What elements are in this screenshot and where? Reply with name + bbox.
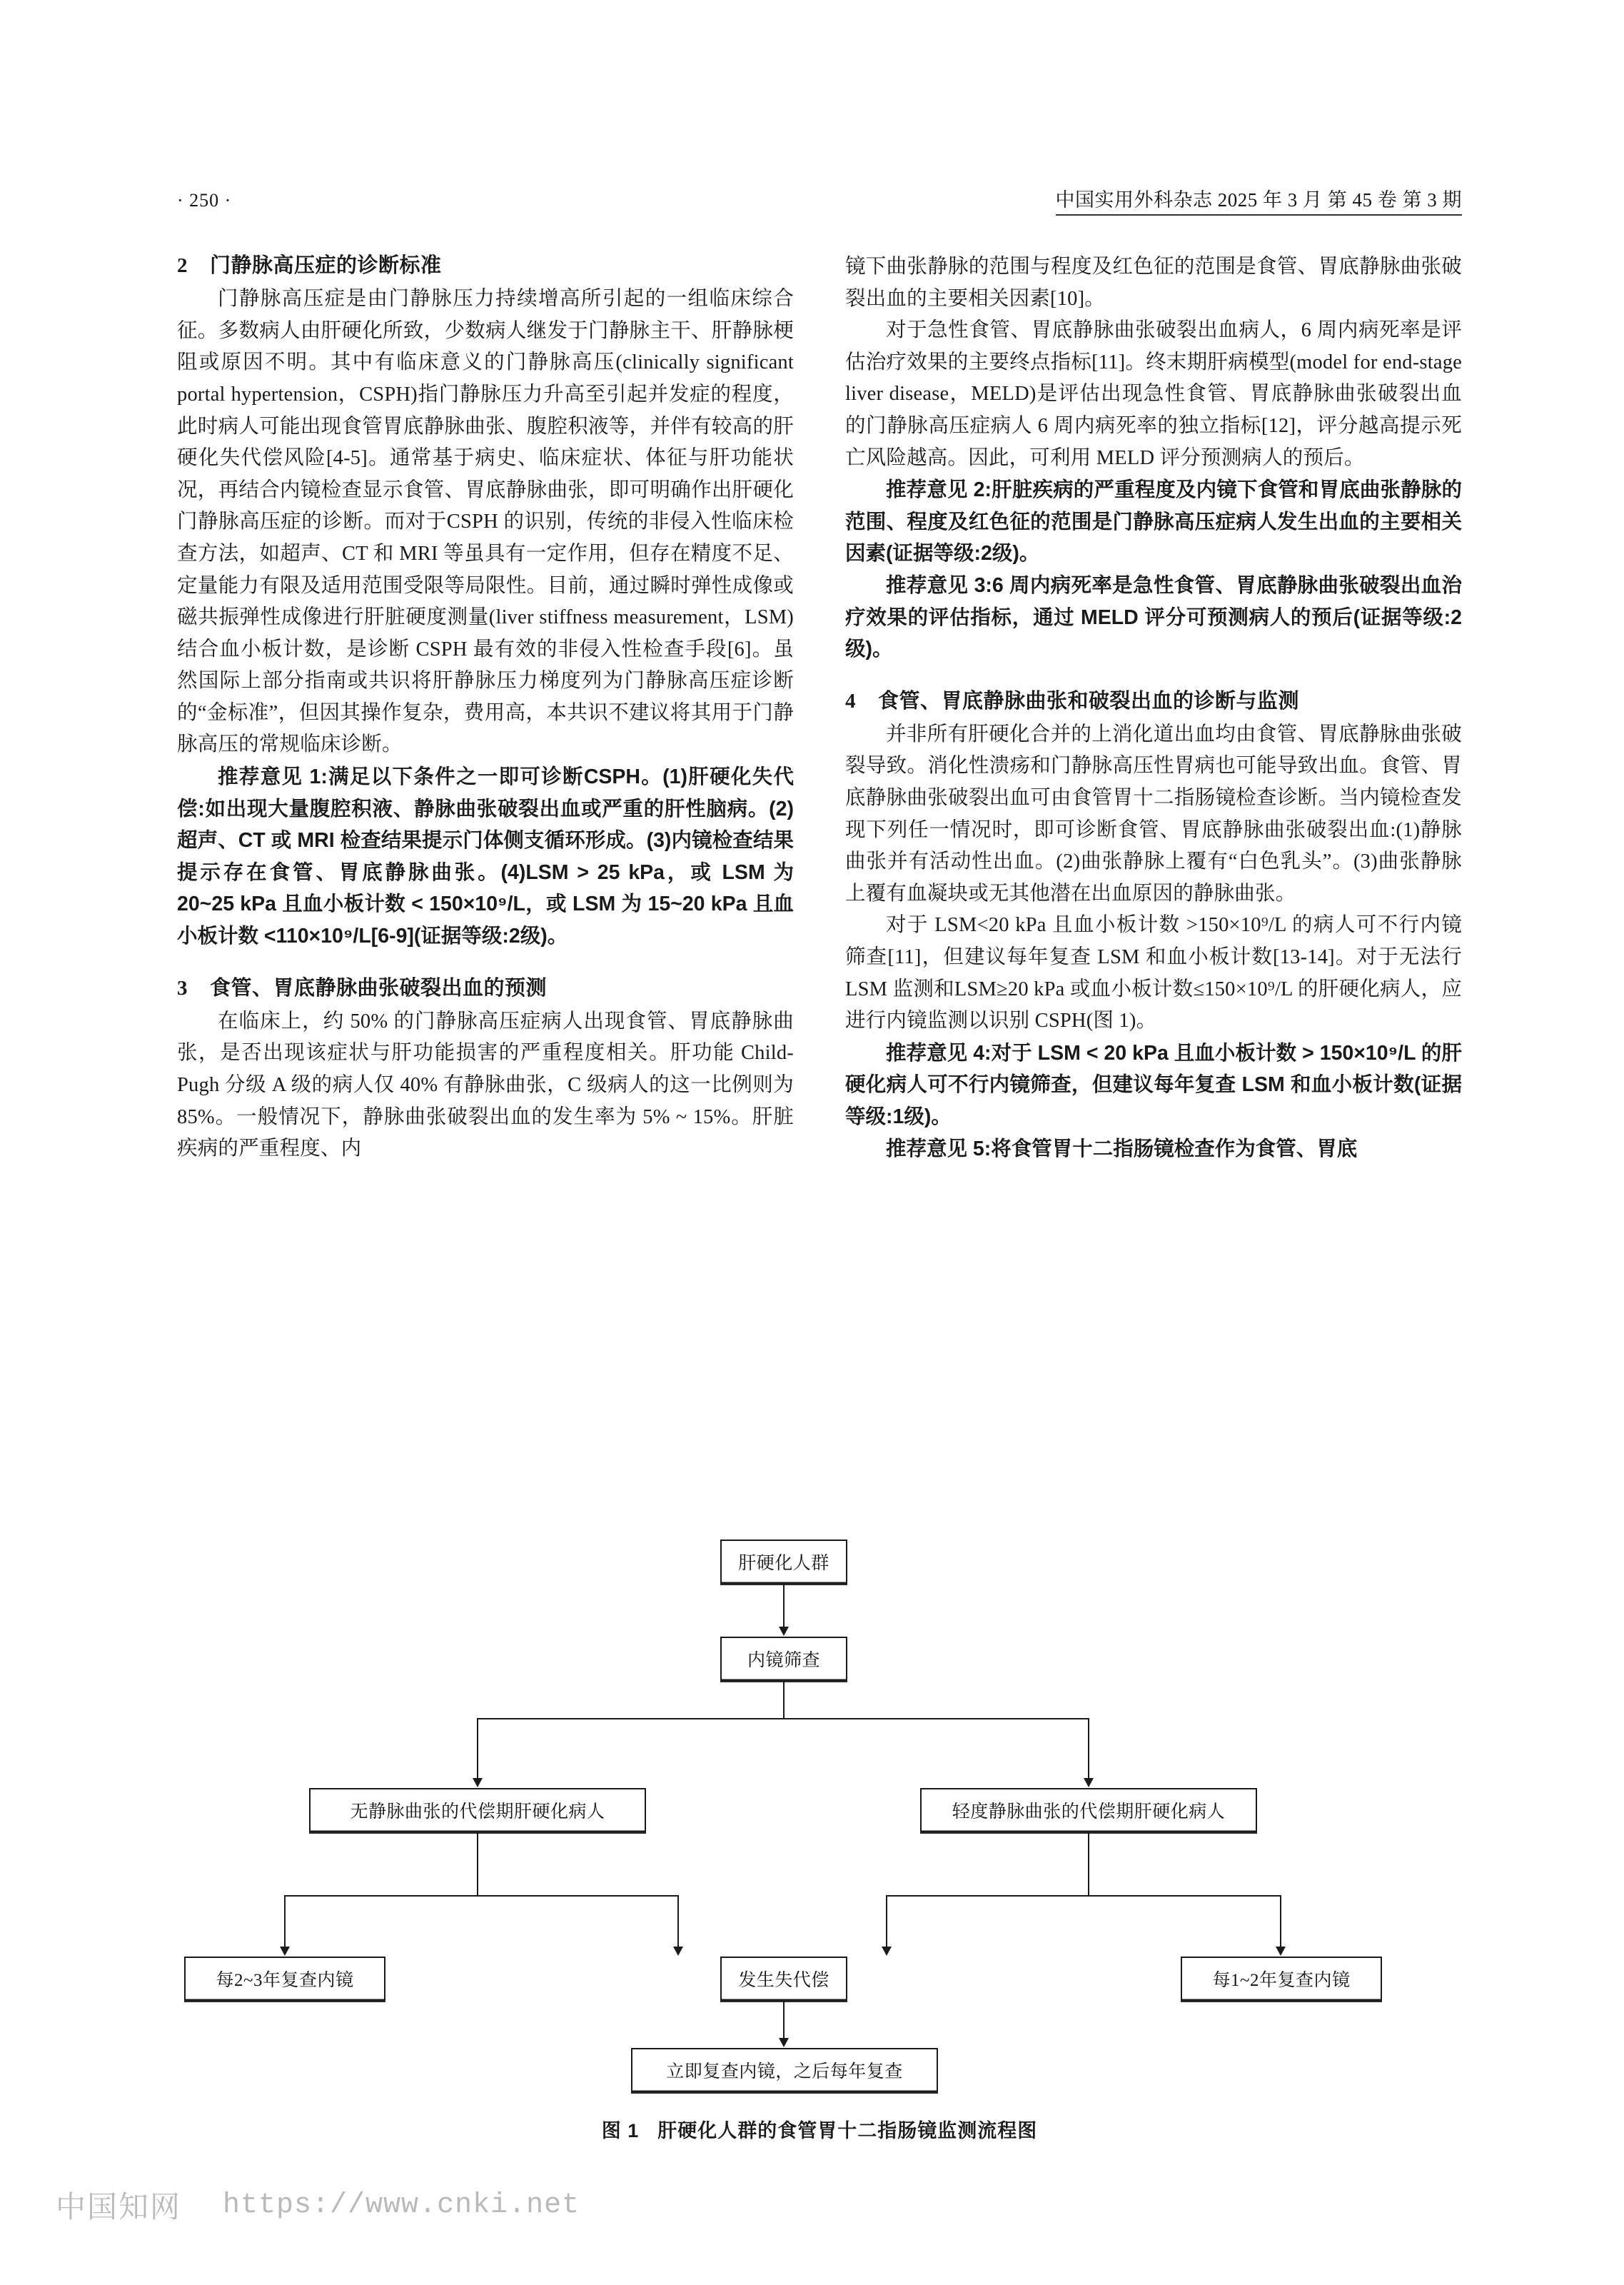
flow-connector bbox=[783, 1681, 785, 1718]
flow-connector bbox=[677, 1895, 679, 1951]
journal-header: 中国实用外科杂志 2025 年 3 月 第 45 卷 第 3 期 bbox=[1056, 184, 1463, 216]
flow-node-decompensation: 发生失代偿 bbox=[720, 1957, 847, 2001]
flow-arrowhead bbox=[882, 1947, 892, 1956]
section-title-4: 食管、胃底静脉曲张和破裂出血的诊断与监测 bbox=[878, 689, 1300, 713]
flow-node-screening: 内镜筛查 bbox=[720, 1637, 847, 1681]
left-column bbox=[177, 251, 794, 1165]
section-number-2: 2 bbox=[177, 254, 188, 277]
flow-node-no-varices: 无静脉曲张的代偿期肝硬化病人 bbox=[309, 1788, 646, 1832]
section-heading-3 bbox=[177, 974, 794, 1003]
flow-node-immediate-recheck: 立即复查内镜，之后每年复查 bbox=[631, 2048, 938, 2092]
figure-caption bbox=[177, 2115, 1462, 2143]
recommendation-2: 推荐意见 2:肝脏疾病的严重程度及内镜下食管和胃底曲张静脉的范围、程度及红色征的范围是门静脉高压症病人发生出血的主要相关因素(证据等级:2级)。 bbox=[845, 478, 1462, 566]
paragraph: 门静脉高压症是由门静脉压力持续增高所引起的一组临床综合征。多数病人由肝硬化所致，少数病人继发于门静脉主干、肝静脉梗阻或原因不明。其中有临床意义的门静脉高压(clinically significant portal hypertension，CSPH)指门静脉压力升高至引起并发症的程度，此时病人可能出现食管胃底静脉曲张、腹腔积液等，并伴有较高的肝硬化失代偿风险[4-5]。通常基于病史、临床症状、体征与肝功能状况，再结合内镜检查显示食管、胃底静脉曲张，即可明确作出肝硬化门静脉高压症的诊断。而对于CSPH 的识别，传统的非侵入性临床检查方法，如超声、CT 和 MRI 等虽具有一定作用，但存在精度不足、定量能力有限及适用范围受限等局限性。目前，通过瞬时弹性成像或磁共振弹性成像进行肝脏硬度测量(liver stiffness measurement，LSM)结合血小板计数，是诊断 CSPH 最有效的非侵入性检查手段[6]。虽然国际上部分指南或共识将肝静脉压力梯度列为门静脉高压症诊断的“金标准”，但因其操作复杂，费用高，本共识不建议将其用于门静脉高压的常规临床诊断。 bbox=[177, 288, 794, 756]
body-columns bbox=[177, 251, 1462, 1165]
recommendation-3: 推荐意见 3:6 周内病死率是急性食管、胃底静脉曲张破裂出血治疗效果的评估指标，通过 MELD 评分可预测病人的预后(证据等级:2级)。 bbox=[845, 573, 1462, 661]
recommendation-4: 推荐意见 4:对于 LSM < 20 kPa 且血小板计数 > 150×10⁹/L 的肝硬化病人可不行内镜筛查，但建议每年复查 LSM 和血小板计数(证据等级:1级)。 bbox=[845, 1041, 1462, 1129]
flow-arrowhead bbox=[779, 2038, 789, 2047]
flow-connector bbox=[1280, 1895, 1281, 1951]
flow-connector bbox=[284, 1895, 286, 1951]
flow-arrowhead bbox=[1276, 1947, 1286, 1956]
flowchart-canvas bbox=[177, 1535, 1462, 2081]
flow-node-recheck-1-2y: 每1~2年复查内镜 bbox=[1181, 1957, 1382, 2001]
flow-connector bbox=[886, 1895, 887, 1951]
flow-arrowhead bbox=[280, 1947, 290, 1956]
flow-connector bbox=[477, 1832, 478, 1895]
flow-arrowhead bbox=[673, 1947, 683, 1956]
figure-caption-text: 肝硬化人群的食管胃十二指肠镜监测流程图 bbox=[657, 2120, 1038, 2141]
paragraph: 在临床上，约 50% 的门静脉高压症病人出现食管、胃底静脉曲张，是否出现该症状与肝功能损害的严重程度相关。肝功能 Child-Pugh 分级 A 级的病人仅 40% 有静脉曲张，C 级病人的这一比例则为 85%。一般情况下，静脉曲张破裂出血的发生率为 5% ~ 15%。肝脏疾病的严重程度、内 bbox=[177, 1010, 794, 1160]
paragraph: 对于 LSM<20 kPa 且血小板计数 >150×10⁹/L 的病人可不行内镜筛查[11]，但建议每年复查 LSM 和血小板计数[13-14]。对于无法行 LSM 监测和LSM≥20 kPa 或血小板计数≤150×10⁹/L 的肝硬化病人，应进行内镜监测以识别 CSPH(图 1)。 bbox=[845, 914, 1462, 1033]
figure-label: 图 1 bbox=[601, 2120, 640, 2141]
flow-node-recheck-2-3y: 每2~3年复查内镜 bbox=[184, 1957, 385, 2001]
flow-connector bbox=[477, 1718, 478, 1782]
flow-connector bbox=[1088, 1718, 1089, 1782]
running-head bbox=[177, 184, 1462, 216]
flow-connector-bus bbox=[284, 1895, 679, 1897]
section-title-2: 门静脉高压症的诊断标准 bbox=[210, 254, 442, 277]
figure-1 bbox=[177, 1535, 1462, 2141]
flow-node-population: 肝硬化人群 bbox=[720, 1540, 847, 1584]
flow-connector bbox=[783, 1584, 785, 1631]
watermark-name: 中国知网 bbox=[56, 2191, 182, 2224]
watermark-url: https://www.cnki.net bbox=[223, 2189, 580, 2221]
paragraph: 并非所有肝硬化合并的上消化道出血均由食管、胃底静脉曲张破裂导致。消化性溃疡和门静脉高压性胃病也可能导致出血。食管、胃底静脉曲张破裂出血可由食管胃十二指肠镜检查诊断。当内镜检查发现下列任一情况时，即可诊断食管、胃底静脉曲张破裂出血:(1)静脉曲张并有活动性出血。(2)曲张静脉上覆有“白色乳头”。(3)曲张静脉上覆有血凝块或无其他潜在出血原因的静脉曲张。 bbox=[845, 723, 1462, 905]
paragraph-continuation: 镜下曲张静脉的范围与程度及红色征的范围是食管、胃底静脉曲张破裂出血的主要相关因素[10]。 bbox=[845, 256, 1462, 310]
section-heading-4 bbox=[845, 687, 1462, 716]
cnki-watermark bbox=[56, 2184, 580, 2226]
recommendation-1: 推荐意见 1:满足以下条件之一即可诊断CSPH。(1)肝硬化失代偿:如出现大量腹腔积液、静脉曲张破裂出血或严重的肝性脑病。(2)超声、CT 或 MRI 检查结果提示门体侧支循环形成。(3)内镜检查结果提示存在食管、胃底静脉曲张。(4)LSM > 25 kPa，或 LSM 为 20~25 kPa 且血小板计数 < 150×10⁹/L，或 LSM 为 15~20 kPa 且血小板计数 <110×10⁹/L[6-9](证据等级:2级)。 bbox=[177, 765, 794, 948]
recommendation-5: 推荐意见 5:将食管胃十二指肠镜检查作为食管、胃底 bbox=[886, 1137, 1358, 1160]
flow-connector bbox=[1088, 1832, 1089, 1895]
right-column bbox=[845, 251, 1462, 1165]
flow-arrowhead bbox=[779, 1627, 789, 1636]
section-number-3: 3 bbox=[177, 976, 188, 1000]
flow-arrowhead bbox=[473, 1778, 483, 1787]
section-title-3: 食管、胃底静脉曲张破裂出血的预测 bbox=[210, 976, 548, 1000]
flow-connector-bus bbox=[886, 1895, 1281, 1897]
page-folio: · 250 · bbox=[177, 190, 232, 211]
section-heading-2 bbox=[177, 251, 794, 281]
flow-connector-bus bbox=[477, 1718, 1089, 1719]
flow-connector bbox=[783, 2001, 785, 2042]
paragraph: 对于急性食管、胃底静脉曲张破裂出血病人，6 周内病死率是评估治疗效果的主要终点指标[11]。终末期肝病模型(model for end-stage liver disease，MELD)是评估出现急性食管、胃底静脉曲张破裂出血的门静脉高压症病人 6 周内病死率的独立指标[12]，评分越高提示死亡风险越高。因此，可利用 MELD 评分预测病人的预后。 bbox=[845, 319, 1462, 469]
section-number-4: 4 bbox=[845, 689, 856, 713]
flow-arrowhead bbox=[1084, 1778, 1094, 1787]
flow-node-mild-varices: 轻度静脉曲张的代偿期肝硬化病人 bbox=[920, 1788, 1257, 1832]
